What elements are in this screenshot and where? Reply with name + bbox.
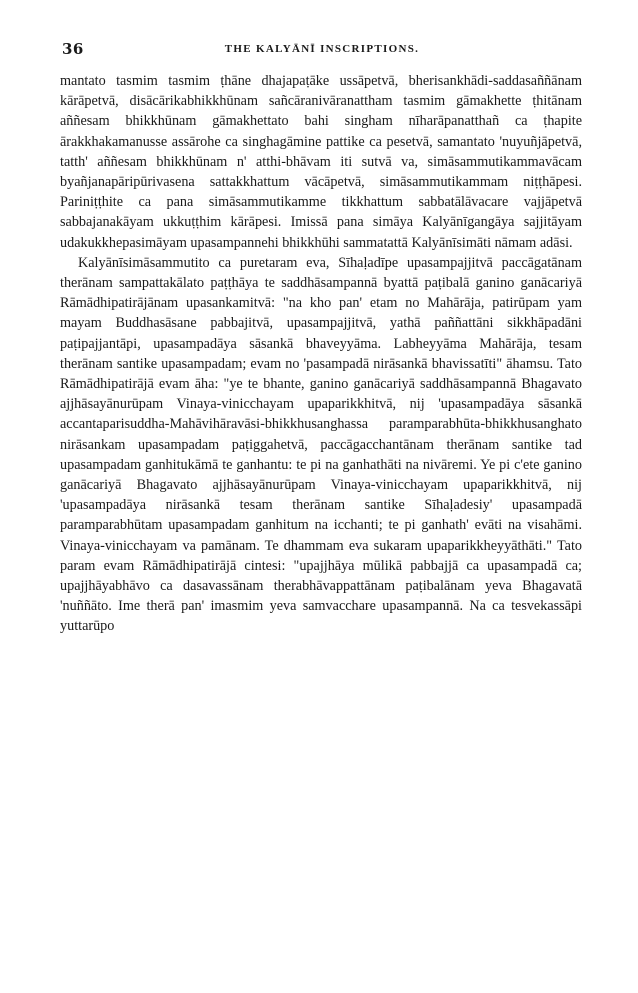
body-text [60,71,582,637]
page-header [62,40,582,60]
running-title: THE KALYĀNĪ INSCRIPTIONS. [224,43,420,55]
page-number: 36 [62,40,84,58]
paragraph: Kalyānīsimāsammutito ca puretaram eva, Sīhaḷadīpe upasampajjitvā paccāgatānam therānam sampattakālato paṭṭhāya te saddhāsampannā byattā paṭibalā ganino ganācariyā Rāmādhipatirājānam upasankamitvā: "na kho pan' etam no Mahārāja, patirūpam yam mayam Buddhasāsane pabbajitvā, upasampajjitvā, yathā paññattāni sikkhāpadāni paṭipajjantāpi, upasampadāya sāsankā bhaveyyāma. Labheyyāma Mahārāja, tesam therānam santike upasampadam; evam no 'pasampadā nirāsankā bhavissatīti" āhamsu. Tato Rāmādhipatirājā evam āha: "ye te bhante, ganino ganācariyā saddhāsampannā Bhagavato ajjhāsayānurūpam Vinaya-vinicchayam upaparikkhitvā, nij 'upasampadāya sāsankā accantaparisuddha-Mahāvihāravāsi-bhikkhusanghassa paramparabhūta-bhikkhusanghato nirāsankam upasampadam paṭiggahetvā, paccāgacchantānam therānam santike tad upasampadam ganhitukāmā te ganhantu: te pi na ganhathāti na nivāremi. Ye pi c'ete ganino ganācariyā Bhagavato ajjhāsayānurūpam Vinaya-vinicchayam upaparikkhitvā, nij 'upasampadāya nirāsankā tesam therānam santike Sīhaḷadesiy' upasampadā paramparabhūtam upasampadam ganhitum na icchanti; te pi ganhath' evāti na visahāmi. Vinaya-vinicchayam va pamānam. Te dhammam eva sukaram upaparikkheyyāthāti." Tato param evam Rāmādhipatirājā cintesi: "upajjhāya mūlikā pabbajjā ca upasampadā ca; upajjhāyabhāvo ca dasavassānam therabhāvappattānam paṭibalānam yeva Bhagavatā 'nuññāto. Ime therā pan' imasmim yeva samvacchare upasampannā. Na ca tesvekassāpi yuttarūpo [60,254,582,635]
paragraph: mantato tasmim tasmim ṭhāne dhajapaṭāke ussāpetvā, bherisankhādi-saddasaññānam kārāpetvā, disācārikabhikkhūnam sañcāranivāranattham tasmim gāmakhette ṭhitānam aññesam bhikkhūnam gāmakhettato bahi singham nīharāpanatthañ ca ṭhapite ārakkhakamanusse assārohe ca singhagāmine pattike ca pesetvā, samantato 'nuyuñjāpetvā, tatth' aññesam bhikkhūnam n' atthi-bhāvam iti sutvā va, simāsammutikammavācam byañjanapāripūrivasena sattakkhattum vācāpetvā, simāsammutikammam niṭṭhāpesi. Pariniṭṭhite ca pana simāsammutikamme tikkhattum sabbatālāvacare vajjāpetvā sabbajanakāyam ukkuṭṭhim kārāpesi. Imissā pana simāya Kalyānīgangāya sajjitāyam udakukkhepasimāyam upasampannehi bhikkhūhi sammatattā Kalyānīsimāti nāmam adāsi. [60,73,582,251]
